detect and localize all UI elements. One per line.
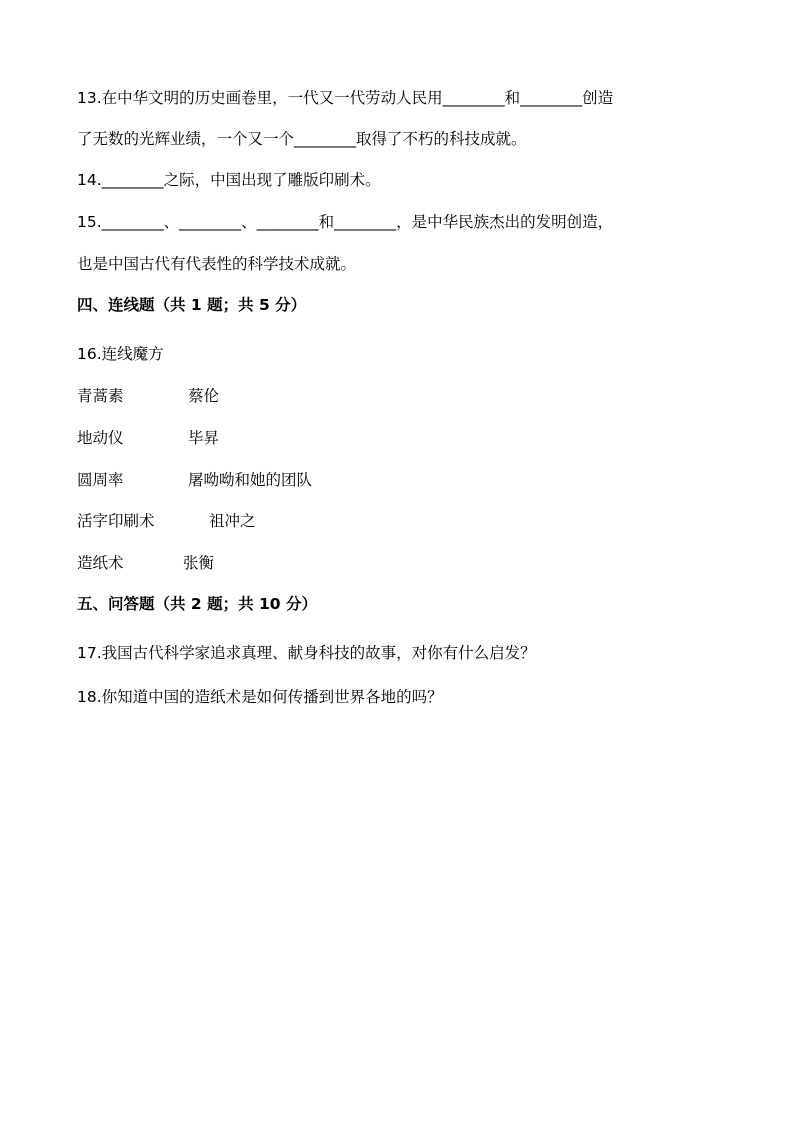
question-15-line-2: 也是中国古代有代表性的科学技术成就。 <box>77 255 357 273</box>
section-4-heading: 四、连线题（共 1 题；共 5 分） <box>77 296 307 314</box>
match-right-item: 屠呦呦和她的团队 <box>188 471 313 489</box>
question-13-line-2: 了无数的光辉业绩，一个又一个________取得了不朽的科技成就。 <box>77 130 527 148</box>
match-left-item: 活字印刷术 <box>77 512 155 530</box>
match-right-item: 祖冲之 <box>209 512 256 530</box>
match-left-item: 青蒿素 <box>77 387 124 405</box>
question-18: 18.你知道中国的造纸术是如何传播到世界各地的吗？ <box>77 688 443 706</box>
question-15-line-1: 15.________、________、________和________，是中华民族杰出的发明创造， <box>77 213 614 231</box>
question-13-line-1: 13.在中华文明的历史画卷里，一代又一代劳动人民用________和________创造 <box>77 89 614 107</box>
match-right-item: 毕昇 <box>188 429 220 447</box>
match-left-item: 地动仪 <box>77 429 124 447</box>
match-left-item: 圆周率 <box>77 471 124 489</box>
match-right-item: 蔡伦 <box>188 387 220 405</box>
question-14: 14.________之际，中国出现了雕版印刷术。 <box>77 171 381 189</box>
question-17: 17.我国古代科学家追求真理、献身科技的故事，对你有什么启发？ <box>77 644 536 662</box>
match-right-item: 张衡 <box>183 554 215 572</box>
match-left-item: 造纸术 <box>77 554 124 572</box>
question-16-title: 16.连线魔方 <box>77 345 164 363</box>
section-5-heading: 五、问答题（共 2 题；共 10 分） <box>77 595 317 613</box>
